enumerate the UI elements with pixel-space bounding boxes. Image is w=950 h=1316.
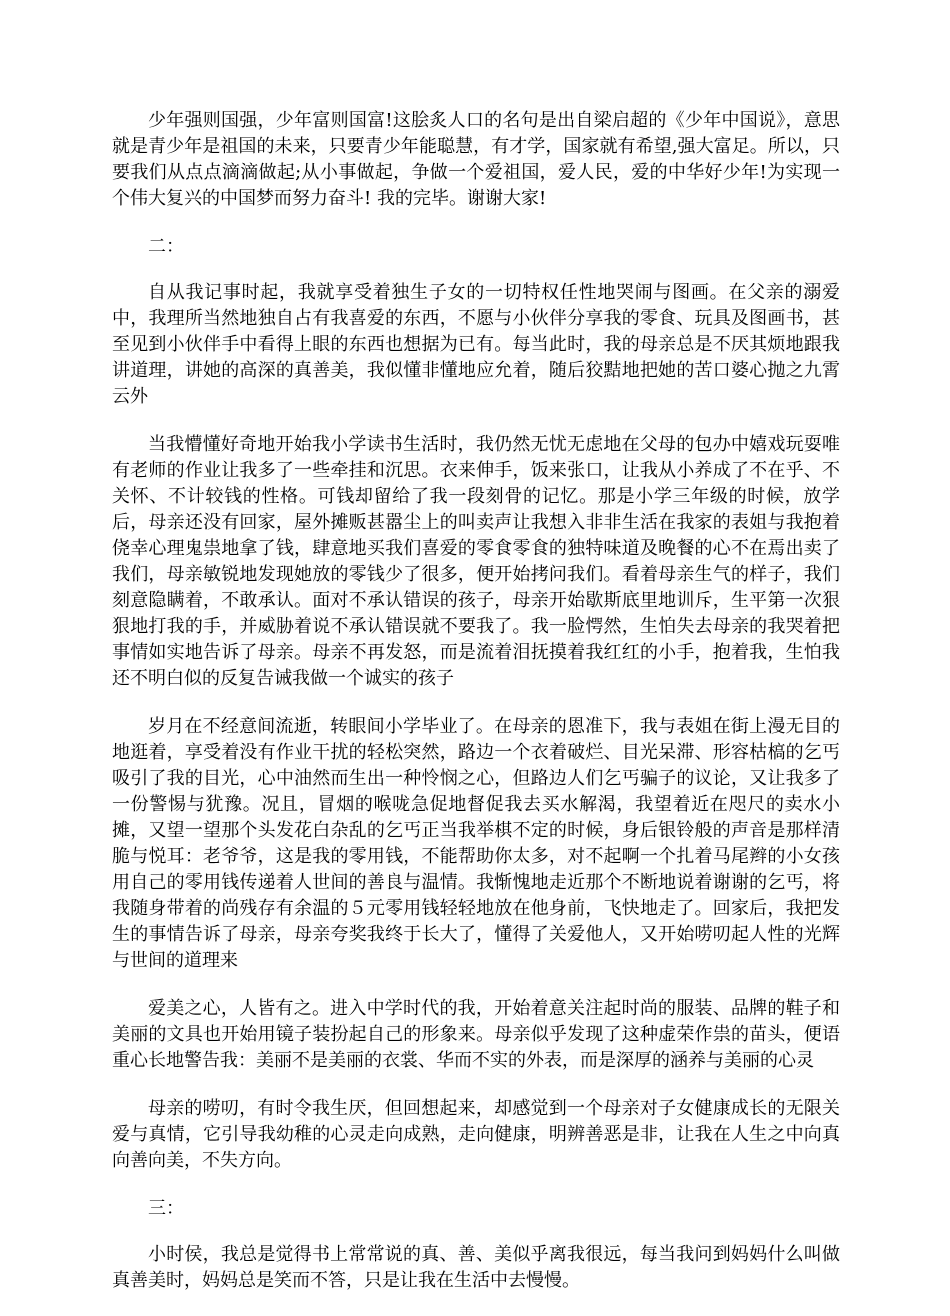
paragraph: 自从我记事时起，我就享受着独生子女的一切特权任性地哭闹与图画。在父亲的溺爱中，我理所当然地独自占有我喜爱的东西，不愿与小伙伴分享我的零食、玩具及图画书，甚至见到小伙伴手中看得上眼的东西也想据为已有。每当此时，我的母亲总是不厌其烦地跟我讲道理，讲她的高深的真善美，我似懂非懂地应允着，随后狡黠地把她的苦口婆心抛之九霄云外	[112, 282, 840, 407]
paragraph: 岁月在不经意间流逝，转眼间小学毕业了。在母亲的恩准下，我与表姐在街上漫无目的地逛着，享受着没有作业干扰的轻松突然，路边一个衣着破烂、目光呆滞、形容枯槁的乞丐吸引了我的目光，心中油然而生出一种怜悯之心，但路边人们乞丐骗子的议论，又让我多了一份警惕与犹豫。况且，冒烟的喉咙急促地督促我去买水解渴，我望着近在咫尺的卖水小摊，又望一望那个头发花白杂乱的乞丐正当我举棋不定的时候，身后银铃般的声音是那样清脆与悦耳：老爷爷，这是我的零用钱，不能帮助你太多，对不起啊一个扎着马尾辫的小女孩用自己的零用钱传递着人世间的善良与温情。我惭愧地走近那个不断地说着谢谢的乞丐，将我随身带着的尚残存有余温的５元零用钱轻轻地放在他身前，飞快地走了。回家后，我把发生的事情告诉了母亲，母亲夸奖我终于长大了，懂得了关爱他人，又开始唠叨起人性的光辉与世间的道理来	[112, 716, 840, 971]
section-heading: 二：	[148, 236, 184, 257]
paragraph: 少年强则国强，少年富则国富!这脍炙人口的名句是出自梁启超的《少年中国说》，意思就是青少年是祖国的未来，只要青少年能聪慧，有才学，国家就有希望,强大富足。所以，只要我们从点点滴滴做起;从小事做起，争做一个爱祖国，爱人民，爱的中华好少年!为实现一个伟大复兴的中国梦而努力奋斗! 我的完毕。谢谢大家!	[112, 110, 840, 209]
paragraph: 爱美之心，人皆有之。进入中学时代的我，开始着意关注起时尚的服装、品牌的鞋子和美丽的文具也开始用镜子装扮起自己的形象来。母亲似乎发现了这种虚荣作祟的苗头，便语重心长地警告我：美丽不是美丽的衣裳、华而不实的外表，而是深厚的涵养与美丽的心灵	[112, 998, 840, 1071]
paragraph: 小时侯，我总是觉得书上常常说的真、善、美似乎离我很远，每当我问到妈妈什么叫做真善美时，妈妈总是笑而不答，只是让我在生活中去慢慢。	[112, 1244, 840, 1291]
section-heading: 三：	[148, 1198, 184, 1219]
paragraph: 母亲的唠叨，有时令我生厌，但回想起来，却感觉到一个母亲对子女健康成长的无限关爱与真情，它引导我幼稚的心灵走向成熟，走向健康，明辨善恶是非，让我在人生之中向真向善向美，不失方向。	[112, 1098, 840, 1171]
document-body	[112, 108, 840, 1316]
paragraph: 当我懵懂好奇地开始我小学读书生活时，我仍然无忧无虑地在父母的包办中嬉戏玩耍唯有老师的作业让我多了一些牵挂和沉思。衣来伸手，饭来张口，让我从小养成了不在乎、不关怀、不计较钱的性格。可钱却留给了我一段刻骨的记忆。那是小学三年级的时候，放学后，母亲还没有回家，屋外摊贩甚嚣尘上的叫卖声让我想入非非生活在我家的表姐与我抱着侥幸心理鬼祟地拿了钱，肆意地买我们喜爱的零食零食的独特味道及晚餐的心不在焉出卖了我们，母亲敏锐地发现她放的零钱少了很多，便开始拷问我们。看着母亲生气的样子，我们刻意隐瞒着，不敢承认。面对不承认错误的孩子，母亲开始歇斯底里地训斥，生平第一次狠狠地打我的手，并威胁着说不承认错误就不要我了。我一脸愕然，生怕失去母亲的我哭着把事情如实地告诉了母亲。母亲不再发怒，而是流着泪抚摸着我红红的小手，抱着我，生怕我还不明白似的反复告诫我做一个诚实的孩子	[112, 434, 840, 689]
